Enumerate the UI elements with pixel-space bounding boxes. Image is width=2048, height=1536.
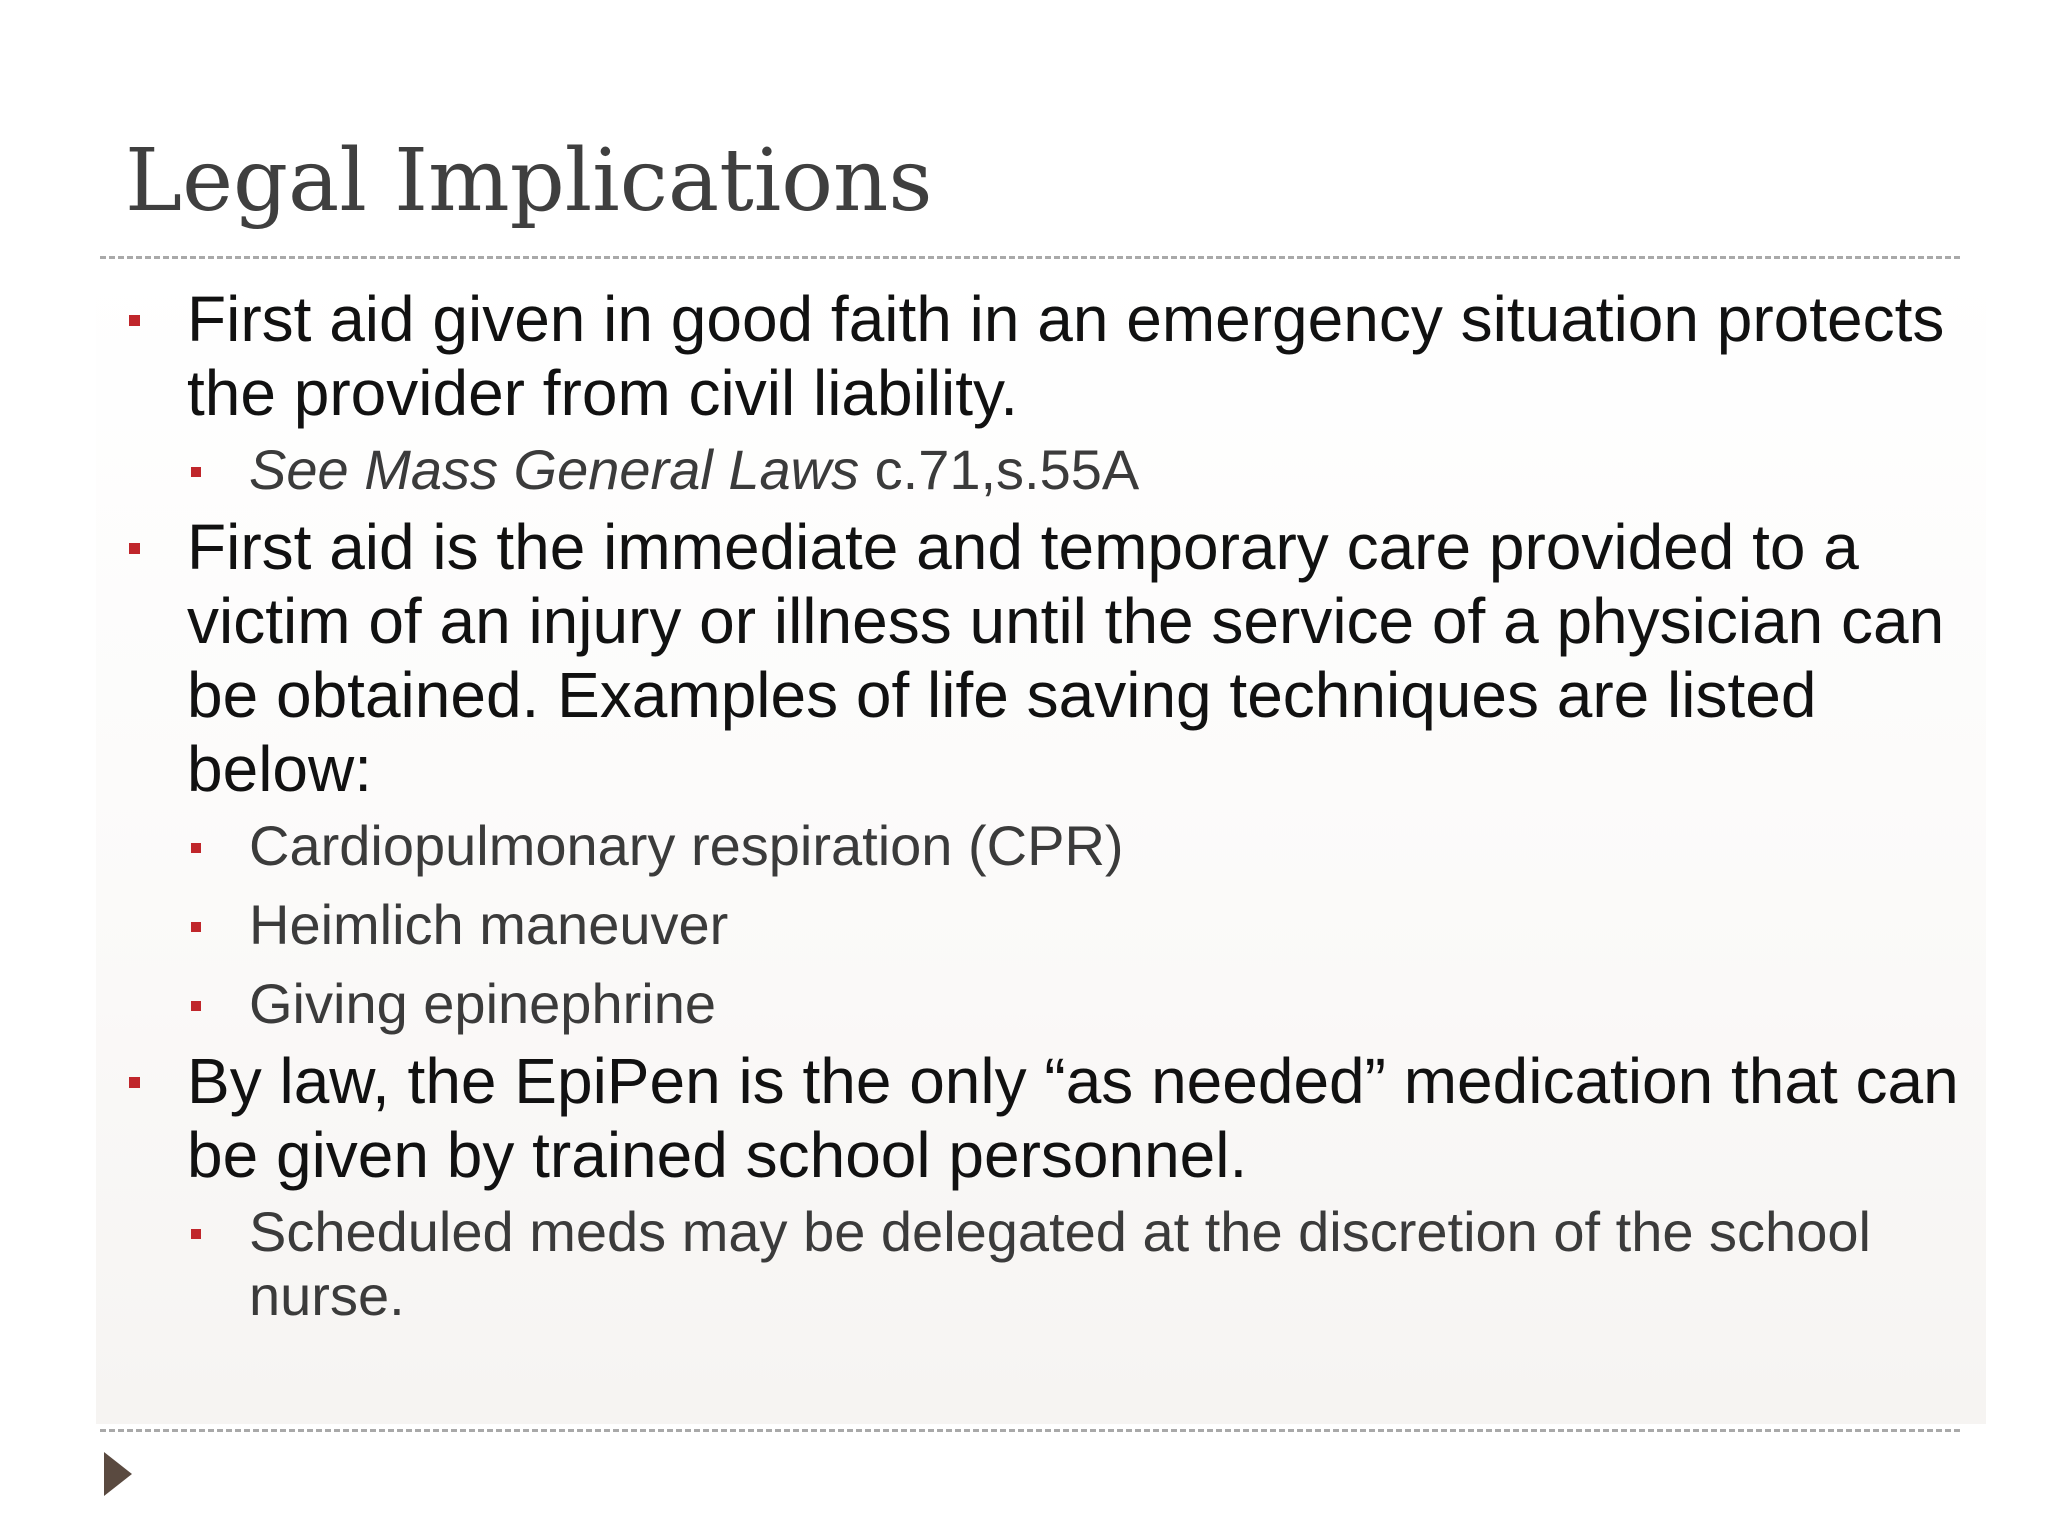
sub-bullet-item (187, 1200, 1960, 1328)
sub-bullet-item (187, 814, 1960, 878)
square-bullet-icon (129, 1077, 140, 1088)
bullet-text: By law, the EpiPen is the only “as needed” medication that can be given by trained school personnel. (187, 1045, 1959, 1191)
play-arrow-icon[interactable] (104, 1452, 132, 1496)
square-bullet-icon (191, 1229, 201, 1239)
sub-bullet-list (187, 438, 1960, 502)
footer-divider (100, 1429, 1960, 1432)
bullet-item (125, 510, 1960, 1036)
sub-bullet-item (187, 893, 1960, 957)
bullet-item (125, 1044, 1960, 1328)
slide-title: Legal Implications (125, 131, 933, 231)
square-bullet-icon (191, 1001, 201, 1011)
square-bullet-icon (191, 843, 201, 853)
square-bullet-icon (129, 315, 140, 326)
sub-bullet-text: Heimlich maneuver (249, 893, 729, 956)
bullet-list (125, 282, 1960, 1334)
law-reference-italic: See Mass General Laws (249, 438, 860, 501)
sub-bullet-list (187, 814, 1960, 1036)
title-divider (100, 256, 1960, 259)
square-bullet-icon (129, 543, 140, 554)
sub-bullet-item (187, 438, 1960, 502)
bullet-item (125, 282, 1960, 502)
sub-bullet-list (187, 1200, 1960, 1328)
bullet-text: First aid given in good faith in an emergency situation protects the provider from civil liability. (187, 283, 1945, 429)
sub-bullet-text: Cardiopulmonary respiration (CPR) (249, 814, 1124, 877)
square-bullet-icon (191, 467, 201, 477)
sub-bullet-text: Scheduled meds may be delegated at the discretion of the school nurse. (249, 1200, 1871, 1327)
bullet-text: First aid is the immediate and temporary care provided to a victim of an injury or illness until the service of a physician can be obtained. Examples of life saving techniques are listed below: (187, 511, 1945, 805)
sub-bullet-item (187, 972, 1960, 1036)
square-bullet-icon (191, 922, 201, 932)
law-reference-citation: c.71,s.55A (859, 438, 1140, 501)
sub-bullet-text: Giving epinephrine (249, 972, 716, 1035)
